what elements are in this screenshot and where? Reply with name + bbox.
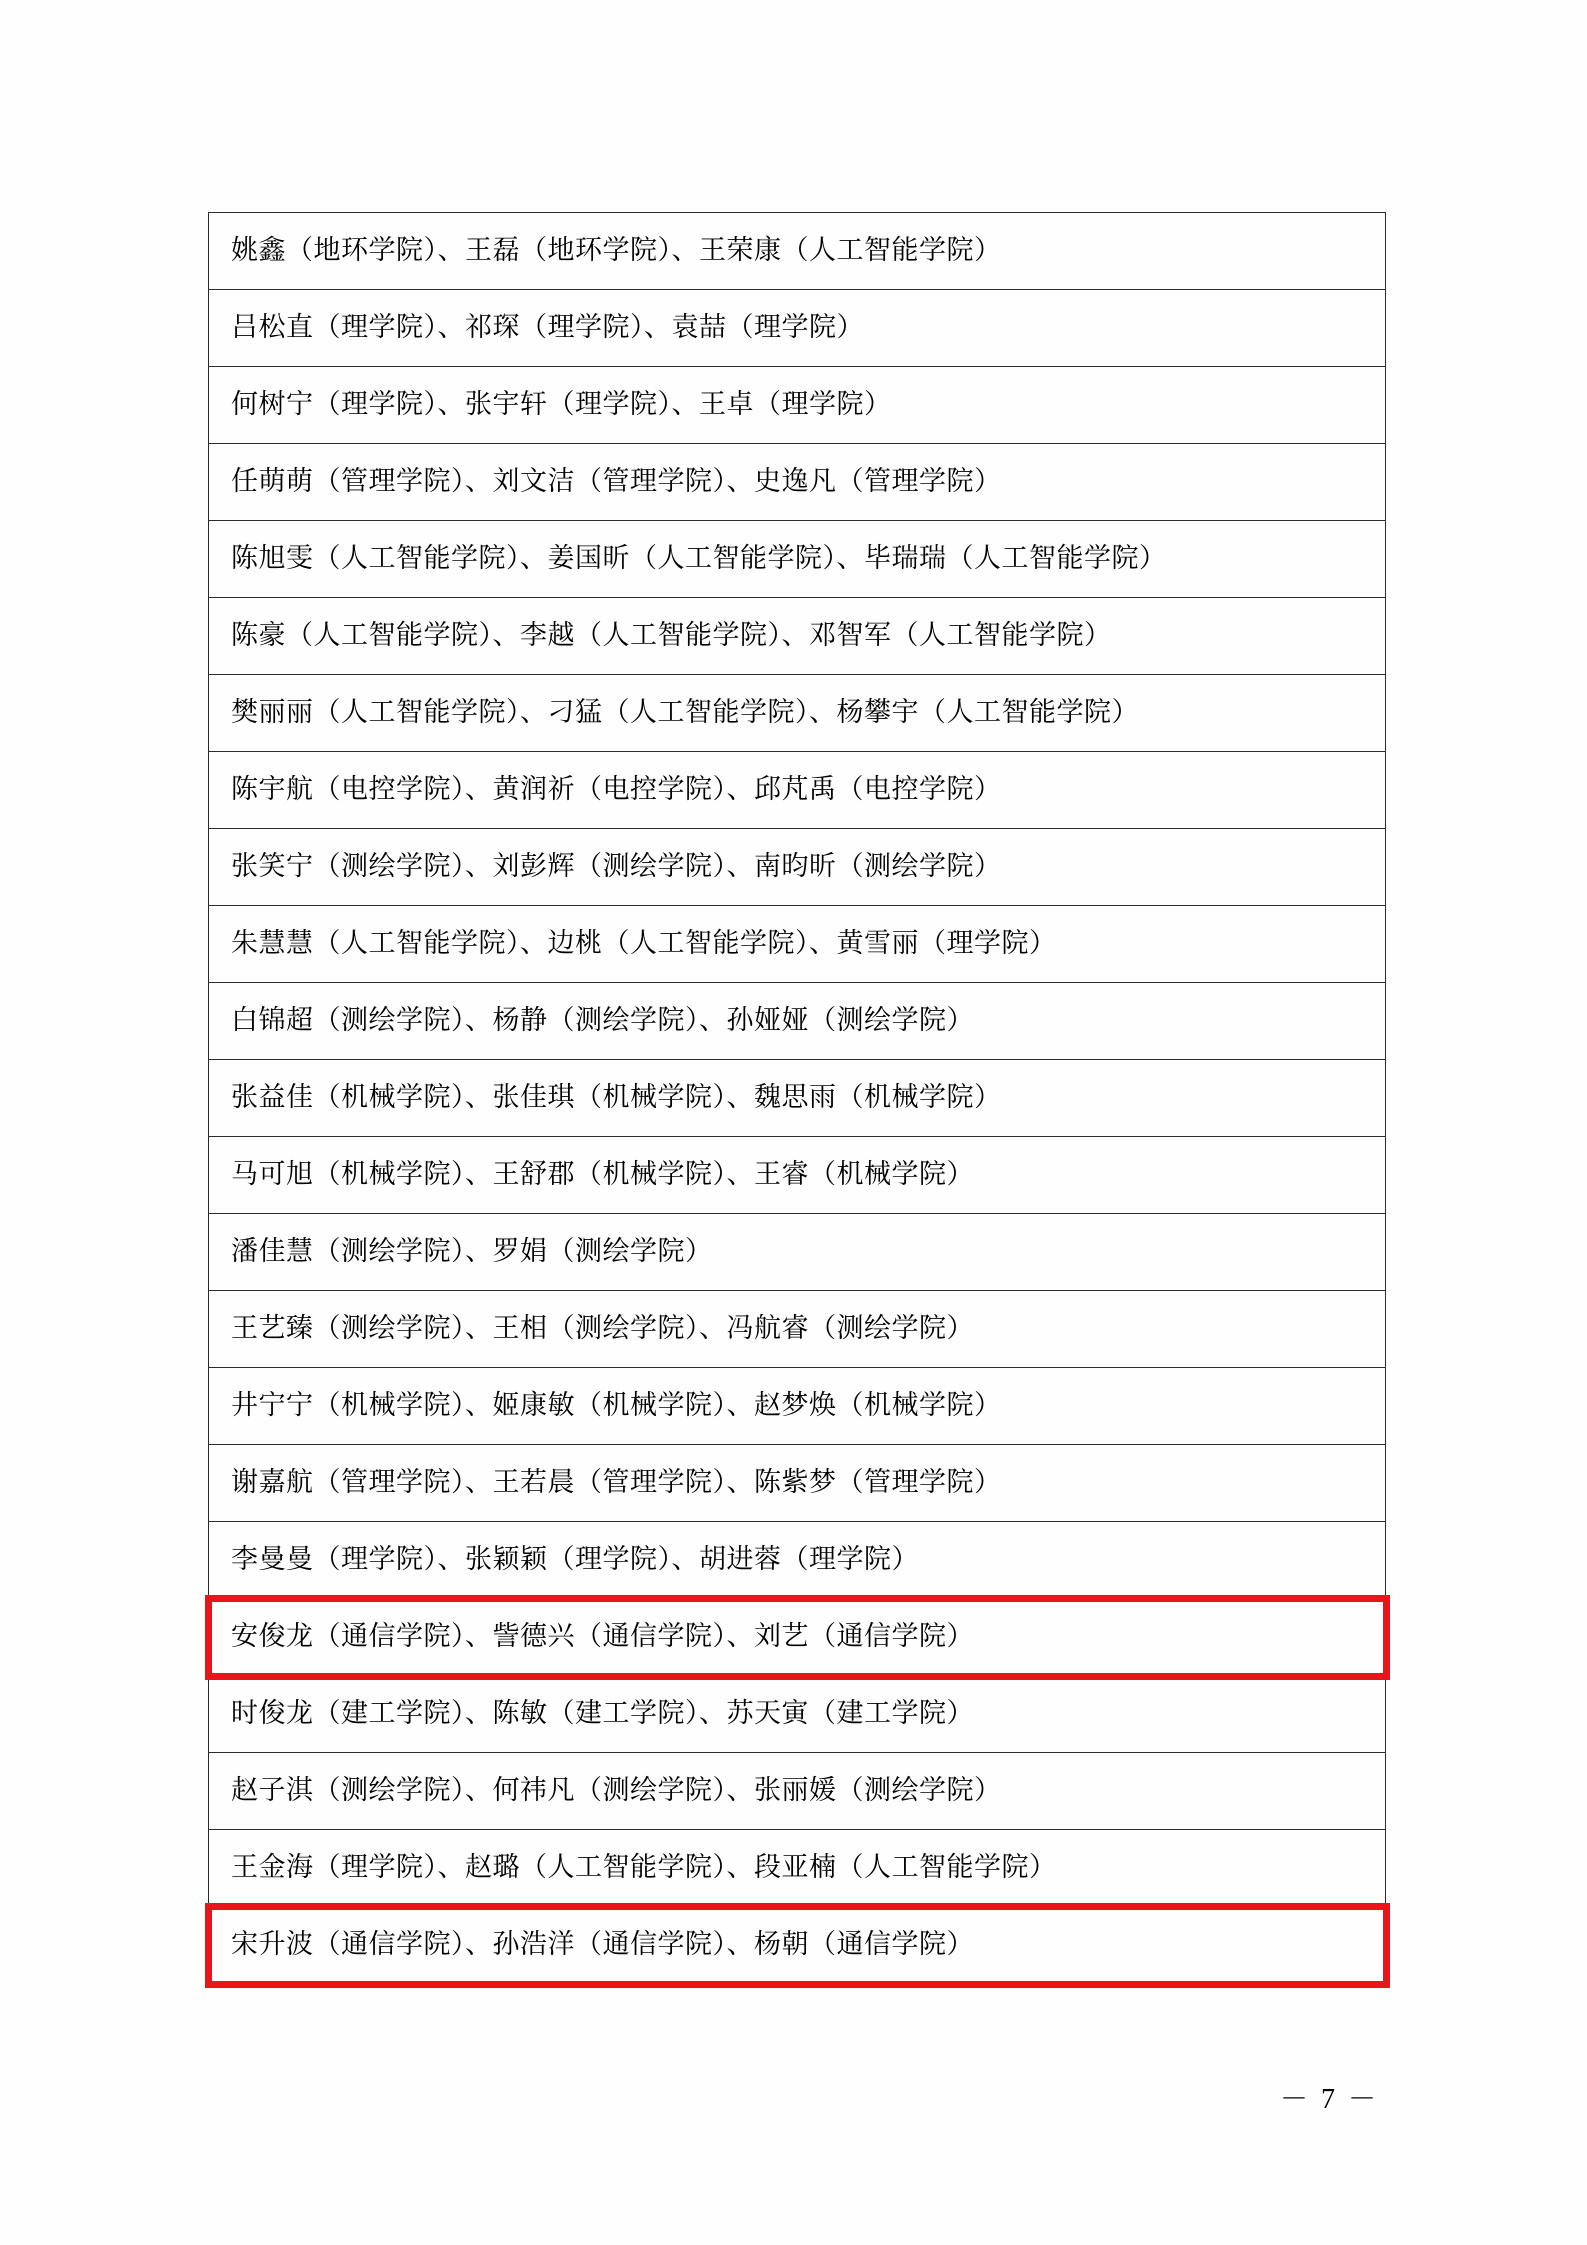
table-row [209, 521, 1386, 598]
table-cell-names: 吕松直（理学院）、祁琛（理学院）、袁喆（理学院） [209, 290, 1386, 367]
table-cell-names: 白锦超（测绘学院）、杨静（测绘学院）、孙娅娅（测绘学院） [209, 983, 1386, 1060]
table-cell-names: 姚鑫（地环学院）、王磊（地环学院）、王荣康（人工智能学院） [209, 213, 1386, 290]
table-cell-names: 陈豪（人工智能学院）、李越（人工智能学院）、邓智军（人工智能学院） [209, 598, 1386, 675]
table-row [209, 1753, 1386, 1830]
table-cell-names: 何树宁（理学院）、张宇轩（理学院）、王卓（理学院） [209, 367, 1386, 444]
table-cell-names: 陈旭雯（人工智能学院）、姜国昕（人工智能学院）、毕瑞瑞（人工智能学院） [209, 521, 1386, 598]
table-row [209, 1291, 1386, 1368]
table-cell-names: 安俊龙（通信学院）、訾德兴（通信学院）、刘艺（通信学院） [209, 1599, 1386, 1676]
table-cell-names: 宋升波（通信学院）、孙浩洋（通信学院）、杨朝（通信学院） [209, 1907, 1386, 1984]
table-cell-names: 马可旭（机械学院）、王舒郡（机械学院）、王睿（机械学院） [209, 1137, 1386, 1214]
table-row [209, 675, 1386, 752]
table-cell-names: 樊丽丽（人工智能学院）、刁猛（人工智能学院）、杨攀宇（人工智能学院） [209, 675, 1386, 752]
roster-table-container [208, 212, 1386, 1984]
table-cell-names: 井宁宁（机械学院）、姬康敏（机械学院）、赵梦焕（机械学院） [209, 1368, 1386, 1445]
table-row [209, 906, 1386, 983]
table-row [209, 1214, 1386, 1291]
table-row [209, 829, 1386, 906]
table-row [209, 983, 1386, 1060]
table-cell-names: 任萌萌（管理学院）、刘文洁（管理学院）、史逸凡（管理学院） [209, 444, 1386, 521]
table-row [209, 1368, 1386, 1445]
table-row [209, 1445, 1386, 1522]
table-cell-names: 潘佳慧（测绘学院）、罗娟（测绘学院） [209, 1214, 1386, 1291]
roster-table [208, 212, 1386, 1984]
table-cell-names: 朱慧慧（人工智能学院）、边桃（人工智能学院）、黄雪丽（理学院） [209, 906, 1386, 983]
table-row [209, 1522, 1386, 1599]
table-cell-names: 张益佳（机械学院）、张佳琪（机械学院）、魏思雨（机械学院） [209, 1060, 1386, 1137]
table-cell-names: 陈宇航（电控学院）、黄润祈（电控学院）、邱芃禹（电控学院） [209, 752, 1386, 829]
table-row [209, 1830, 1386, 1907]
table-row [209, 367, 1386, 444]
table-row [209, 598, 1386, 675]
table-row [209, 444, 1386, 521]
table-cell-names: 王金海（理学院）、赵璐（人工智能学院）、段亚楠（人工智能学院） [209, 1830, 1386, 1907]
table-cell-names: 谢嘉航（管理学院）、王若晨（管理学院）、陈紫梦（管理学院） [209, 1445, 1386, 1522]
page-number: － 7 － [1279, 2084, 1379, 2115]
table-row [209, 752, 1386, 829]
table-row [209, 213, 1386, 290]
table-row [209, 1907, 1386, 1984]
table-row [209, 1137, 1386, 1214]
table-row [209, 1599, 1386, 1676]
table-row [209, 290, 1386, 367]
table-cell-names: 赵子淇（测绘学院）、何祎凡（测绘学院）、张丽媛（测绘学院） [209, 1753, 1386, 1830]
table-cell-names: 李曼曼（理学院）、张颖颖（理学院）、胡进蓉（理学院） [209, 1522, 1386, 1599]
table-row [209, 1676, 1386, 1753]
roster-table-body [209, 213, 1386, 1984]
table-cell-names: 时俊龙（建工学院）、陈敏（建工学院）、苏天寅（建工学院） [209, 1676, 1386, 1753]
table-cell-names: 王艺臻（测绘学院）、王相（测绘学院）、冯航睿（测绘学院） [209, 1291, 1386, 1368]
table-row [209, 1060, 1386, 1137]
table-cell-names: 张笑宁（测绘学院）、刘彭辉（测绘学院）、南昀昕（测绘学院） [209, 829, 1386, 906]
